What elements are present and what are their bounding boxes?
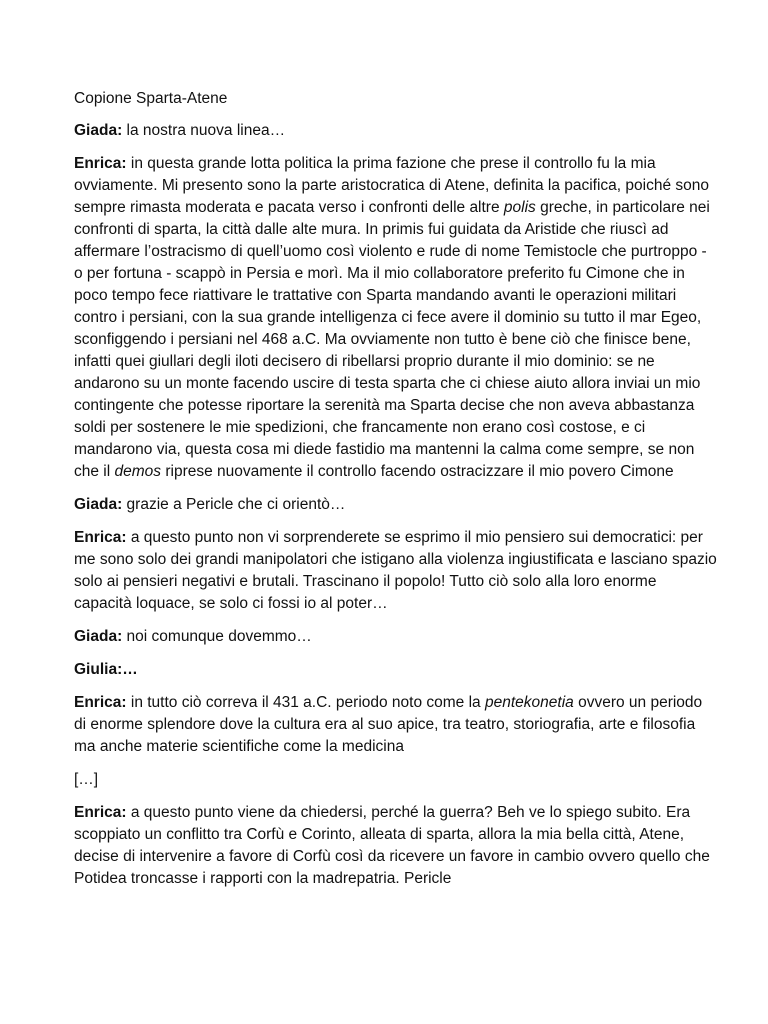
- speaker-label: Enrica:: [74, 529, 127, 546]
- line-text: …: [122, 661, 138, 678]
- line-text: a questo punto non vi sorprenderete se esprimo il mio pensiero sui democratici: per me sono solo dei grandi manipolatori che istigano alla violenza ingiustificata e lasciano spazio solo ai pensieri negativi e brutali. Trascinano il popolo! Tutto ciò solo alla loro enorme capacità loquace, se solo ci fossi io al poter…: [74, 529, 717, 612]
- line-text: greche, in particolare nei confronti di sparta, la città dalle alte mura. In primis fui guidata da Aristide che riuscì ad affermare l’ostracismo di quell’uomo così violento e rude di nome Temistocle che purtroppo - o per fortuna - scappò in Persia e morì. Ma il mio collaboratore preferito fu Cimone che in poco tempo fece riattivare le trattative con Sparta mandando avanti le operazioni militari contro i persiani, con la sua grande intelligenza ci fece avere il dominio su tutto il mar Egeo, sconfiggendo i persiani nel 468 a.C. Ma ovviamente non tutto è bene ciò che finisce bene, infatti quei giullari degli iloti decisero di ribellarsi proprio durante il mio dominio: se ne andarono su un monte facendo uscire di testa sparta che ci chiese aiuto allora inviai un mio contingente che potesse riportare la serenità ma Sparta decise che non aveva abbastanza soldi per sostenere le mie spedizioni, che francamente non erano così costose, e ci mandarono via, questa cosa mi diede fastidio ma mantenni la calma come sempre, se non che il: [74, 199, 710, 480]
- script-line-giada-2: [74, 494, 718, 516]
- line-text: ovvero un periodo di enorme splendore dove la cultura era al suo apice, tra teatro, storiografia, arte e filosofia ma anche materie scientifiche come la medicina: [74, 694, 703, 755]
- script-line-giada-1: [74, 120, 718, 142]
- script-line-enrica-2: [74, 527, 718, 615]
- script-line-enrica-4: [74, 802, 718, 890]
- speaker-label: Giada:: [74, 496, 123, 513]
- line-text: riprese nuovamente il controllo facendo ostracizzare il mio povero Cimone: [161, 463, 674, 480]
- line-text: in tutto ciò correva il 431 a.C. periodo noto come la: [126, 694, 485, 711]
- script-line-enrica-1: [74, 153, 718, 483]
- line-text: in questa grande lotta politica la prima fazione che prese il controllo fu la mia ovviamente. Mi presento sono la parte aristocratica di Atene, definita la pacifica, poiché sono sempre rimasta moderata e pacata verso i confronti delle altre: [74, 155, 710, 216]
- line-text: la nostra nuova linea…: [122, 122, 286, 139]
- line-text: noi comunque dovemmo…: [122, 628, 312, 645]
- speaker-label: Giulia:: [74, 661, 123, 678]
- italic-term-demos: demos: [114, 463, 162, 480]
- script-line-giada-3: [74, 626, 718, 648]
- document-title: Copione Sparta-Atene: [74, 90, 228, 107]
- omission-marker: [74, 769, 718, 791]
- script-line-giulia-1: [74, 659, 718, 681]
- line-text: a questo punto viene da chiedersi, perché la guerra? Beh ve lo spiego subito. Era scoppiato un conflitto tra Corfù e Corinto, alleata di sparta, allora la mia bella città, Atene, decise di intervenire a favore di Corfù così da ricevere un favore in cambio ovvero quello che Potidea troncasse i rapporti con la madrepatria. Pericle: [74, 804, 710, 887]
- italic-term-polis: polis: [503, 199, 536, 216]
- line-text: […]: [74, 771, 99, 788]
- speaker-label: Giada:: [74, 628, 123, 645]
- speaker-label: Enrica:: [74, 694, 127, 711]
- speaker-label: Giada:: [74, 122, 123, 139]
- speaker-label: Enrica:: [74, 804, 127, 821]
- italic-term-pentekonetia: pentekonetia: [484, 694, 574, 711]
- script-line-enrica-3: [74, 692, 718, 758]
- line-text: grazie a Pericle che ci orientò…: [122, 496, 346, 513]
- speaker-label: Enrica:: [74, 155, 127, 172]
